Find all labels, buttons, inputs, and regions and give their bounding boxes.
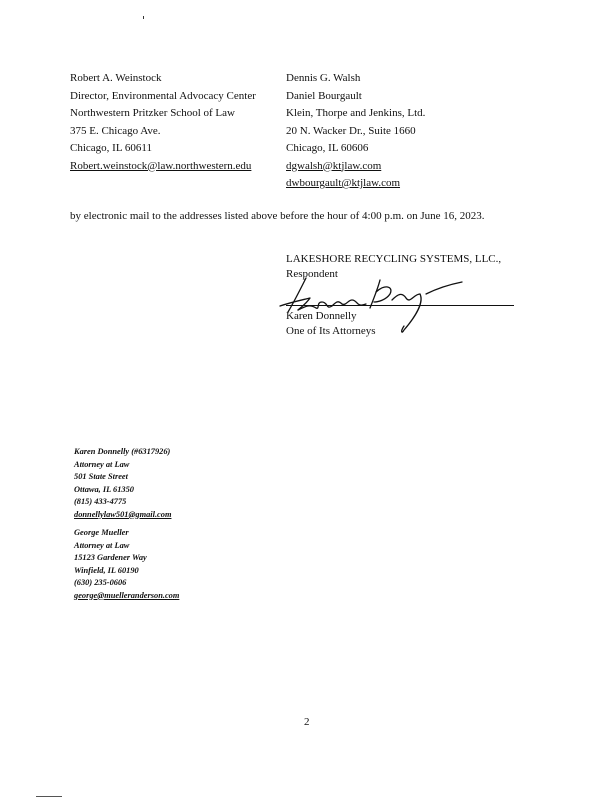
service-statement: by electronic mail to the addresses listed above before the hour of 4:00 p.m. on June 16, 2023. bbox=[70, 210, 485, 222]
party-role: Respondent bbox=[286, 268, 338, 280]
counsel-phone: (630) 235-0606 bbox=[74, 578, 127, 587]
counsel-name: Karen Donnelly (#6317926) bbox=[74, 447, 171, 456]
counsel-email-link[interactable]: george@muelleranderson.com bbox=[74, 590, 180, 600]
counsel-block bbox=[74, 527, 179, 602]
counsel-title: Attorney at Law bbox=[74, 540, 130, 550]
counsel-block bbox=[74, 446, 171, 521]
address-line: Dennis G. Walsh bbox=[286, 72, 361, 84]
signer-title: One of Its Attorneys bbox=[286, 325, 376, 337]
email-link[interactable]: dgwalsh@ktjlaw.com bbox=[286, 159, 382, 172]
address-line: 20 N. Wacker Dr., Suite 1660 bbox=[286, 124, 416, 137]
counsel-street: 501 State Street bbox=[74, 472, 128, 481]
company-name: LAKESHORE RECYCLING SYSTEMS, LLC., bbox=[286, 253, 502, 265]
service-address-left bbox=[70, 70, 256, 175]
signer-block bbox=[286, 309, 376, 339]
service-address-right bbox=[286, 70, 425, 193]
address-line: Chicago, IL 60611 bbox=[70, 142, 152, 154]
address-line: Director, Environmental Advocacy Center bbox=[70, 89, 256, 102]
address-line: Northwestern Pritzker School of Law bbox=[70, 107, 235, 119]
address-line: Daniel Bourgault bbox=[286, 89, 362, 102]
scan-edge-mark bbox=[36, 796, 62, 797]
counsel-city: Winfield, IL 60190 bbox=[74, 565, 139, 575]
signer-name: Karen Donnelly bbox=[286, 310, 357, 322]
scan-speck bbox=[143, 16, 144, 19]
email-link[interactable]: dwbourgault@ktjlaw.com bbox=[286, 177, 401, 189]
counsel-city: Ottawa, IL 61350 bbox=[74, 484, 134, 494]
counsel-street: 15123 Gardener Way bbox=[74, 553, 147, 562]
address-line: Klein, Thorpe and Jenkins, Ltd. bbox=[286, 107, 426, 119]
counsel-name: George Mueller bbox=[74, 528, 129, 537]
counsel-phone: (815) 433-4775 bbox=[74, 497, 127, 506]
address-line: Chicago, IL 60606 bbox=[286, 142, 369, 154]
counsel-email-link[interactable]: donnellylaw501@gmail.com bbox=[74, 509, 172, 519]
address-line: Robert A. Weinstock bbox=[70, 72, 162, 84]
address-line: 375 E. Chicago Ave. bbox=[70, 124, 161, 137]
email-link[interactable]: Robert.weinstock@law.northwestern.edu bbox=[70, 159, 252, 172]
counsel-title: Attorney at Law bbox=[74, 459, 130, 469]
page-number: 2 bbox=[304, 716, 310, 728]
signature-line bbox=[286, 305, 514, 306]
